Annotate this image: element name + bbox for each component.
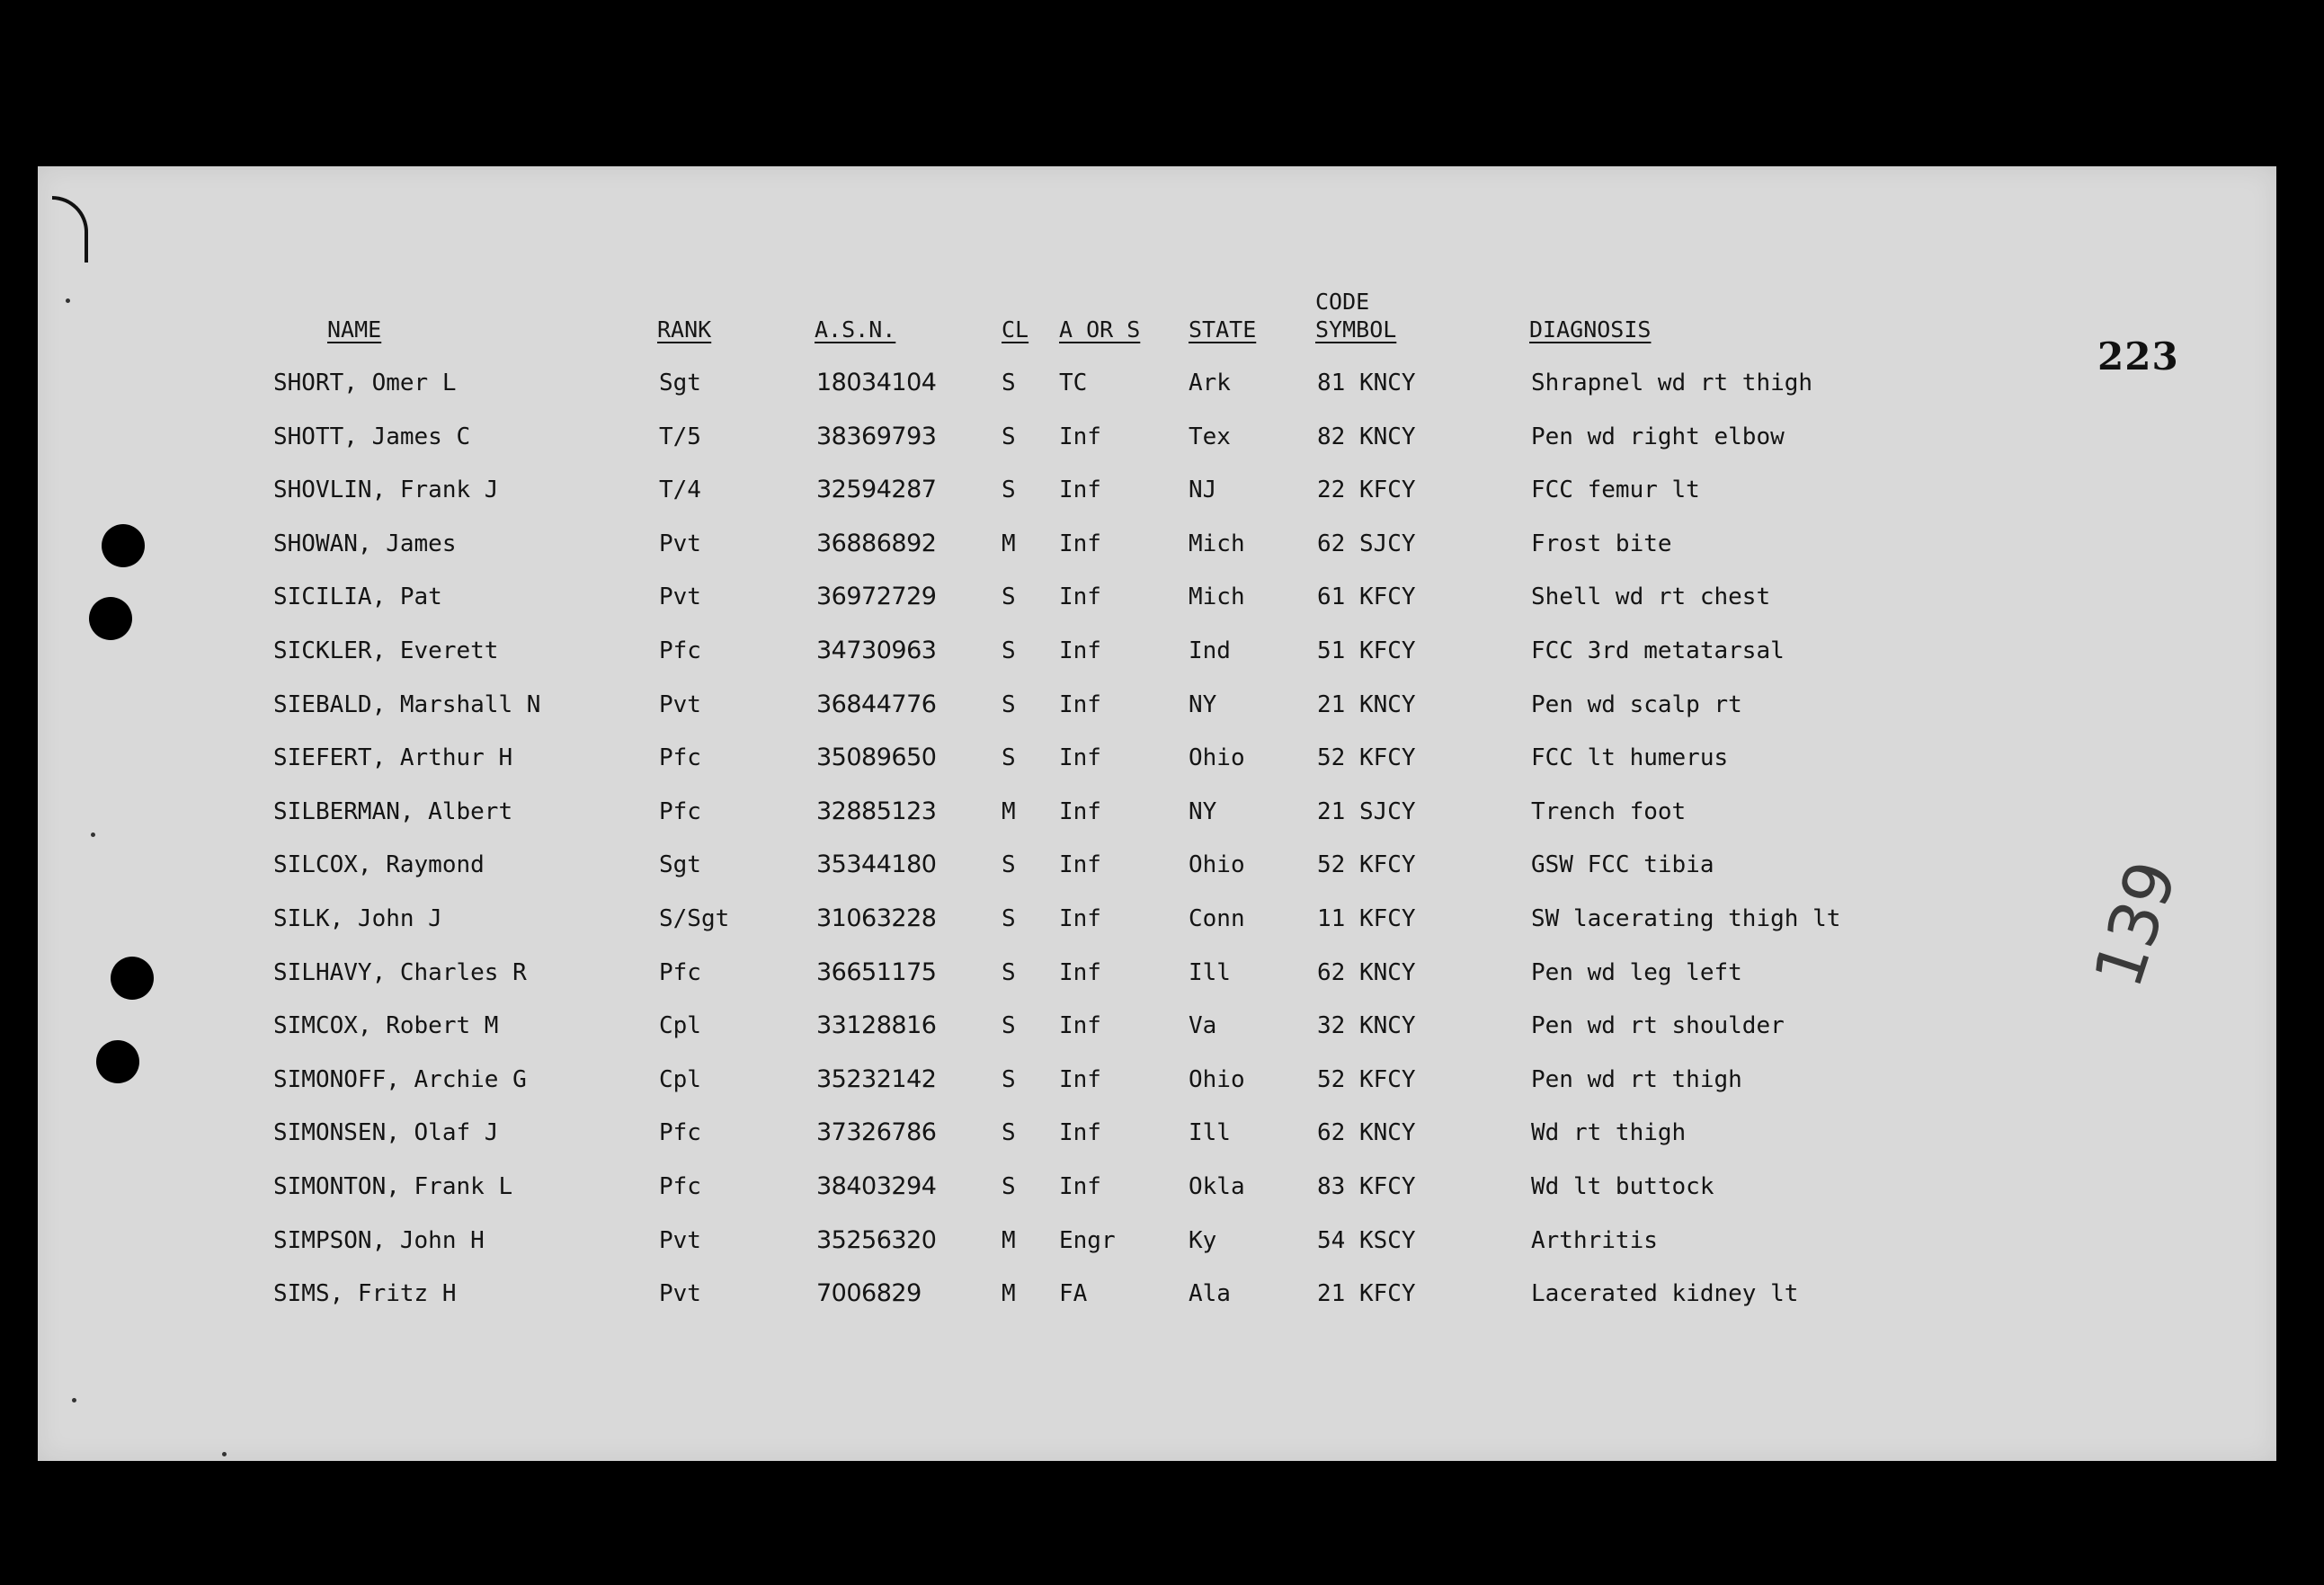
- cell-asn: 7006829: [816, 1279, 922, 1307]
- table-row: [0, 526, 2324, 562]
- cell-cl: S: [1002, 370, 1016, 396]
- cell-asn: 35089650: [816, 744, 937, 771]
- cell-code-symbol: 81 KNCY: [1317, 370, 1416, 396]
- cell-cl: S: [1002, 1173, 1016, 1200]
- cell-name: SILK, John J: [273, 905, 442, 932]
- table-row: [0, 1115, 2324, 1151]
- cell-state: Conn: [1189, 905, 1245, 932]
- cell-cl: M: [1002, 1280, 1016, 1307]
- header-name: NAME: [327, 316, 382, 343]
- cell-rank: T/4: [659, 476, 701, 503]
- cell-state: Ohio: [1189, 744, 1245, 771]
- table-row: [0, 1008, 2324, 1044]
- table-row: [0, 365, 2324, 401]
- cell-asn: 35256320: [816, 1226, 937, 1254]
- cell-code-symbol: 11 KFCY: [1317, 905, 1416, 932]
- cell-name: SIMPSON, John H: [273, 1227, 485, 1254]
- cell-a-or-s: Inf: [1059, 798, 1101, 825]
- cell-diagnosis: FCC lt humerus: [1531, 744, 1729, 771]
- header-code-line1: CODE: [1315, 289, 1370, 315]
- cell-cl: S: [1002, 637, 1016, 664]
- cell-rank: Pvt: [659, 1227, 701, 1254]
- cell-code-symbol: 21 KFCY: [1317, 1280, 1416, 1307]
- header-asn: A.S.N.: [815, 316, 896, 343]
- cell-a-or-s: Inf: [1059, 691, 1101, 718]
- cell-name: SHORT, Omer L: [273, 370, 457, 396]
- header-cl: CL: [1002, 316, 1029, 343]
- cell-diagnosis: Wd lt buttock: [1531, 1173, 1714, 1200]
- cell-name: SHOWAN, James: [273, 530, 457, 557]
- cell-asn: 33128816: [816, 1011, 937, 1039]
- cell-name: SIMCOX, Robert M: [273, 1012, 499, 1039]
- cell-code-symbol: 52 KFCY: [1317, 744, 1416, 771]
- cell-rank: Pvt: [659, 583, 701, 610]
- cell-name: SILHAVY, Charles R: [273, 959, 527, 986]
- cell-a-or-s: Inf: [1059, 1066, 1101, 1093]
- header-state: STATE: [1189, 316, 1257, 343]
- cell-cl: S: [1002, 1012, 1016, 1039]
- table-row: [0, 794, 2324, 830]
- cell-cl: S: [1002, 959, 1016, 986]
- cell-state: Va: [1189, 1012, 1217, 1039]
- cell-state: NJ: [1189, 476, 1217, 503]
- cell-diagnosis: SW lacerating thigh lt: [1531, 905, 1841, 932]
- cell-cl: M: [1002, 798, 1016, 825]
- cell-rank: Pfc: [659, 959, 701, 986]
- cell-state: Ohio: [1189, 851, 1245, 878]
- cell-code-symbol: 52 KFCY: [1317, 1066, 1416, 1093]
- table-row: [0, 633, 2324, 669]
- cell-diagnosis: FCC femur lt: [1531, 476, 1700, 503]
- cell-name: SHOVLIN, Frank J: [273, 476, 499, 503]
- cell-rank: Cpl: [659, 1012, 701, 1039]
- cell-state: Ill: [1189, 959, 1231, 986]
- table-row: [0, 1223, 2324, 1259]
- cell-state: Mich: [1189, 530, 1245, 557]
- cell-a-or-s: Inf: [1059, 851, 1101, 878]
- cell-asn: 38369793: [816, 423, 937, 450]
- header-a-or-s: A OR S: [1059, 316, 1141, 343]
- cell-code-symbol: 52 KFCY: [1317, 851, 1416, 878]
- table-row: [0, 419, 2324, 455]
- cell-asn: 35344180: [816, 850, 937, 878]
- table-row: [0, 687, 2324, 723]
- header-code-line2: SYMBOL: [1315, 316, 1397, 343]
- cell-rank: Pfc: [659, 1119, 701, 1146]
- cell-rank: T/5: [659, 423, 701, 450]
- cell-diagnosis: Pen wd right elbow: [1531, 423, 1785, 450]
- cell-rank: Pfc: [659, 1173, 701, 1200]
- cell-diagnosis: Pen wd leg left: [1531, 959, 1742, 986]
- cell-asn: 36886892: [816, 530, 937, 557]
- cell-a-or-s: Engr: [1059, 1227, 1116, 1254]
- cell-name: SHOTT, James C: [273, 423, 471, 450]
- cell-name: SIEBALD, Marshall N: [273, 691, 541, 718]
- cell-name: SIEFERT, Arthur H: [273, 744, 513, 771]
- cell-cl: S: [1002, 1119, 1016, 1146]
- table-row: [0, 1062, 2324, 1098]
- cell-cl: S: [1002, 583, 1016, 610]
- cell-state: Okla: [1189, 1173, 1245, 1200]
- cell-a-or-s: Inf: [1059, 744, 1101, 771]
- cell-diagnosis: Pen wd rt thigh: [1531, 1066, 1742, 1093]
- cell-code-symbol: 21 SJCY: [1317, 798, 1416, 825]
- table-row: [0, 847, 2324, 883]
- cell-diagnosis: Frost bite: [1531, 530, 1672, 557]
- speck: [72, 1398, 76, 1402]
- cell-code-symbol: 62 KNCY: [1317, 1119, 1416, 1146]
- cell-cl: S: [1002, 423, 1016, 450]
- cell-state: Mich: [1189, 583, 1245, 610]
- cell-asn: 36844776: [816, 690, 937, 718]
- cell-diagnosis: Pen wd scalp rt: [1531, 691, 1742, 718]
- table-row: [0, 472, 2324, 508]
- table-row: [0, 1276, 2324, 1312]
- table-row: [0, 740, 2324, 776]
- cell-a-or-s: Inf: [1059, 530, 1101, 557]
- header-diagnosis: DIAGNOSIS: [1529, 316, 1652, 343]
- speck: [222, 1452, 227, 1456]
- cell-asn: 32885123: [816, 797, 937, 825]
- cell-diagnosis: Lacerated kidney lt: [1531, 1280, 1799, 1307]
- cell-state: Ill: [1189, 1119, 1231, 1146]
- cell-name: SICILIA, Pat: [273, 583, 442, 610]
- cell-state: Tex: [1189, 423, 1231, 450]
- cell-name: SILBERMAN, Albert: [273, 798, 513, 825]
- cell-rank: Cpl: [659, 1066, 701, 1093]
- cell-name: SIMONSEN, Olaf J: [273, 1119, 499, 1146]
- cell-diagnosis: Wd rt thigh: [1531, 1119, 1687, 1146]
- cell-a-or-s: Inf: [1059, 476, 1101, 503]
- cell-cl: M: [1002, 530, 1016, 557]
- speck: [66, 298, 70, 303]
- cell-cl: S: [1002, 476, 1016, 503]
- cell-a-or-s: Inf: [1059, 1173, 1101, 1200]
- cell-diagnosis: FCC 3rd metatarsal: [1531, 637, 1785, 664]
- table-row: [0, 955, 2324, 991]
- cell-a-or-s: Inf: [1059, 1119, 1101, 1146]
- cell-code-symbol: 62 SJCY: [1317, 530, 1416, 557]
- cell-a-or-s: Inf: [1059, 583, 1101, 610]
- table-row: [0, 579, 2324, 615]
- cell-diagnosis: GSW FCC tibia: [1531, 851, 1714, 878]
- cell-code-symbol: 82 KNCY: [1317, 423, 1416, 450]
- cell-diagnosis: Arthritis: [1531, 1227, 1658, 1254]
- cell-code-symbol: 54 KSCY: [1317, 1227, 1416, 1254]
- header-rank: RANK: [657, 316, 712, 343]
- cell-asn: 35232142: [816, 1065, 937, 1093]
- cell-cl: S: [1002, 905, 1016, 932]
- cell-asn: 37326786: [816, 1118, 937, 1146]
- table-row: [0, 901, 2324, 937]
- cell-rank: Pfc: [659, 798, 701, 825]
- cell-name: SIMONOFF, Archie G: [273, 1066, 527, 1093]
- cell-a-or-s: Inf: [1059, 423, 1101, 450]
- cell-asn: 38403294: [816, 1172, 937, 1200]
- cell-state: Ky: [1189, 1227, 1217, 1254]
- cell-a-or-s: TC: [1059, 370, 1088, 396]
- cell-code-symbol: 62 KNCY: [1317, 959, 1416, 986]
- cell-name: SIMONTON, Frank L: [273, 1173, 513, 1200]
- cell-rank: Pfc: [659, 744, 701, 771]
- cell-cl: S: [1002, 744, 1016, 771]
- cell-state: Ark: [1189, 370, 1231, 396]
- cell-code-symbol: 61 KFCY: [1317, 583, 1416, 610]
- cell-state: Ohio: [1189, 1066, 1245, 1093]
- cell-cl: S: [1002, 1066, 1016, 1093]
- cell-code-symbol: 21 KNCY: [1317, 691, 1416, 718]
- cell-a-or-s: FA: [1059, 1280, 1088, 1307]
- cell-diagnosis: Trench foot: [1531, 798, 1687, 825]
- cell-diagnosis: Shrapnel wd rt thigh: [1531, 370, 1813, 396]
- cell-state: Ind: [1189, 637, 1231, 664]
- cell-state: NY: [1189, 691, 1217, 718]
- cell-diagnosis: Shell wd rt chest: [1531, 583, 1771, 610]
- cell-rank: Sgt: [659, 851, 701, 878]
- table-row: [0, 1169, 2324, 1205]
- cell-a-or-s: Inf: [1059, 637, 1101, 664]
- cell-cl: S: [1002, 851, 1016, 878]
- cell-diagnosis: Pen wd rt shoulder: [1531, 1012, 1785, 1039]
- cell-rank: Pvt: [659, 691, 701, 718]
- cell-state: NY: [1189, 798, 1217, 825]
- cell-name: SILCOX, Raymond: [273, 851, 485, 878]
- cell-a-or-s: Inf: [1059, 1012, 1101, 1039]
- cell-asn: 36972729: [816, 583, 937, 610]
- speck: [91, 833, 95, 837]
- cell-cl: M: [1002, 1227, 1016, 1254]
- cell-asn: 32594287: [816, 476, 937, 503]
- handwritten-side-note: 139: [2079, 851, 2193, 997]
- cell-state: Ala: [1189, 1280, 1231, 1307]
- cell-asn: 18034104: [816, 369, 937, 396]
- cell-rank: Pvt: [659, 1280, 701, 1307]
- cell-rank: S/Sgt: [659, 905, 730, 932]
- cell-a-or-s: Inf: [1059, 959, 1101, 986]
- cell-code-symbol: 32 KNCY: [1317, 1012, 1416, 1039]
- cell-asn: 31063228: [816, 904, 937, 932]
- cell-rank: Pfc: [659, 637, 701, 664]
- cell-code-symbol: 83 KFCY: [1317, 1173, 1416, 1200]
- cell-code-symbol: 22 KFCY: [1317, 476, 1416, 503]
- cell-name: SIMS, Fritz H: [273, 1280, 457, 1307]
- page-number: 223: [2097, 334, 2179, 378]
- cell-name: SICKLER, Everett: [273, 637, 499, 664]
- cell-a-or-s: Inf: [1059, 905, 1101, 932]
- cell-cl: S: [1002, 691, 1016, 718]
- cell-rank: Sgt: [659, 370, 701, 396]
- cell-rank: Pvt: [659, 530, 701, 557]
- cell-asn: 36651175: [816, 958, 937, 986]
- cell-asn: 34730963: [816, 637, 937, 664]
- cell-code-symbol: 51 KFCY: [1317, 637, 1416, 664]
